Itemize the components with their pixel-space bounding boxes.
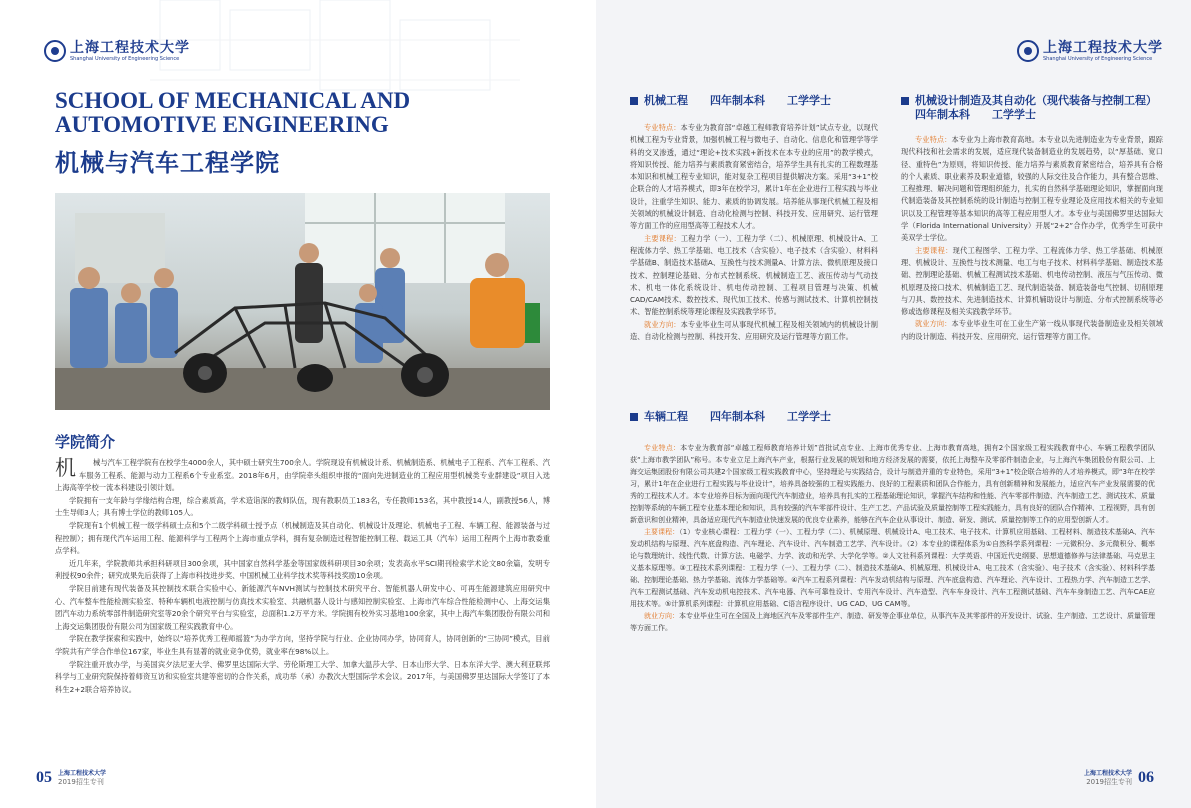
school-title-en bbox=[55, 89, 410, 137]
university-emblem-icon bbox=[44, 40, 66, 62]
program-title: 机械工程 四年制本科 工学学士 bbox=[630, 94, 878, 108]
program-section: 主要课程：（1）专业核心课程：工程力学（一）、工程力学（二）、机械原理、机械设计A、电工技术、电子技术、计算机应用基础、工程材料、制造技术基础A、汽车发动机结构与原理、汽车底盘构造、汽车理论、汽车设计、汽车制造工艺学、汽车设计。（2）本专业的课程体系为①自然科学系列课程：一元微积分、多元微积分、概率论与数理统计、线性代数、计算方法、电磁学、力学、波动和光学、大学化学等。②人文社科系列课程：大学英语、中国近代史纲要、思想道德修养与法律基础、马克思主义基本原理等。③工程技术系列课程：工程力学（一）、工程力学（二）、制造技术基础A、机械原理、机械设计A、电工技术（含实验）、电子技术（含实验）、材料科学基础、控制理论基础、热力学基础、流体力学基础等。④汽车工程系列课程：汽车发动机结构与原理、汽车底盘构造、汽车理论、汽车设计、工程热力学、汽车制造工艺学、汽车工程测试基础、汽车发动机电控技术、汽车电器、汽车可靠性设计、专用汽车设计、汽车造型、汽车车身设计、汽车工程测试基础、汽车车身制造工艺、汽车CAE应用技术等。⑤计算机系列课程：计算机应用基础、C语言程序设计、UG CAD、UG CAM等。 bbox=[630, 528, 1155, 608]
intro-paragraph: 学院注重开放办学，与美国宾夕法尼亚大学、佛罗里达国际大学、劳伦斯理工大学、加拿大温莎大学、日本山形大学、日本东洋大学、澳大利亚联邦科学与工业研究院保持着师资互访和实验室共建等密切的合作关系，成功举（承）办教次大型国际学术会议。2017年，与美国佛罗里达国际大学签订了本科生2+2联合培养协议。 bbox=[55, 659, 550, 694]
section-label: 主要课程： bbox=[644, 233, 681, 243]
program-section: 专业特点：本专业为教育部“卓越工程师教育培养计划”试点专业，以现代机械工程为专业背景，加强机械工程与微电子、自动化、信息化和管理学等学科的交叉渗透，通过“理论+技术实践+新技术在本专业的应用”的教学模式，将知识传授、能力培养与素质教育紧密结合，培养学生具有扎实的工程数理基本知识和机械工程专业知识，能对复杂工程项目提供解决方案。采用“3+1”校企联合的人才培养模式，即3年在校学习，累计1年在企业进行工程实践与毕业设计，注重学生知识、能力、素质的协调发展。培养能从事现代机械工程及相关领域的机械设计制造、自动化检测与控制、科技开发、应用研究、运行管理等方面工作的应用型高等工程技术人才。 bbox=[630, 123, 878, 231]
section-label: 就业方向： bbox=[915, 319, 952, 329]
section-label: 专业特点： bbox=[915, 135, 952, 144]
left-page bbox=[0, 0, 595, 808]
program-body bbox=[630, 122, 878, 343]
footer-university: 上海工程技术大学 bbox=[58, 770, 107, 777]
program-title: 机械设计制造及其自动化（现代装备与控制工程） 四年制本科 工学学士 bbox=[901, 94, 1163, 122]
program-card bbox=[630, 410, 1155, 634]
university-name-cn: 上海工程技术大学 bbox=[70, 39, 190, 56]
footer-issue: 2019招生专刊 bbox=[58, 778, 104, 786]
program-body bbox=[630, 442, 1155, 634]
program-section: 就业方向：本专业毕业生可从事现代机械工程及相关领域内的机械设计制造、自动化检测与控制、科技开发、应用研究及运行管理等方面工作。 bbox=[630, 319, 878, 342]
intro-paragraph: 学院拥有一支年龄与学缘结构合理，综合素质高，学术造诣深的教师队伍，现有教职员工183名，专任教师153名，其中教授14人，副教授56人，博士生导师3人；具有博士学位的教师105人。 bbox=[55, 495, 550, 518]
program-card bbox=[630, 94, 878, 343]
intro-heading: 学院简介 bbox=[55, 433, 116, 451]
program-title: 车辆工程 四年制本科 工学学士 bbox=[630, 410, 1155, 424]
intro-text bbox=[55, 457, 550, 696]
university-name-en: Shanghai University of Engineering Science bbox=[70, 55, 180, 62]
section-label: 专业特点： bbox=[644, 123, 681, 132]
program-section: 专业特点：本专业为教育部“卓越工程师教育培养计划”首批试点专业、上海市优秀专业、上海市教育高地，拥有2个国家级工程实践教育中心、车辆工程教学团队获“上海市教学团队”称号。本专业立足上海汽车产业，根据行业发展的规划和地方经济发展的需要，依托上海整车及零部件制造企业，与上海汽车集团股份有限公司、上海交运集团股份有限公司共建2个国家级工程实践教育中心，坚持理论与实践结合，设计与制造并重的专业特色，采用“3+1”校企联合培养的人才培养模式，即“3年在校学习，累计1年在企业进行工程实践与毕业设计”，培养具备较强的工程实践能力、良好的工程素质和团队合作能力，具有创新精神和发展能力，适应汽车产业发展需要的优秀的工程技术人才。本专业培养目标为面向现代汽车制造业，培养具有扎实的工程基础理论知识，掌握汽车结构和性能、汽车零部件制造、汽车制造工艺、测试技术、质量控制等系统的车辆工程专业基本理论和知识，具有较强的汽车零部件设计、生产工艺、产品试验及质量控制等工程实践能力，具有良好的团队合作精神、工程视野，具有创新意识和创业精神，具备适应现代汽车制造业快速发展的优良专业素养，能够在汽车企业从事设计、制造、研发、测试、质量控制等工作的应用型创新人才。 bbox=[630, 444, 1155, 524]
footer-issue: 2019招生专刊 bbox=[1086, 778, 1133, 786]
page-number: 06 bbox=[1138, 769, 1155, 786]
footer-left bbox=[36, 770, 106, 786]
program-section: 主要课程：现代工程图学、工程力学、工程流体力学、热工学基础、机械原理、机械设计、互换性与技术测量、电工与电子技术、材料科学基础、制造技术基础、控制理论基础、机械工程测试技术基础、机电传动控制、液压与气压传动、微机原理及接口技术、机械制造工艺、现代制造装备、制造装备电气控制、切削原理与刀具、数控技术、先进制造技术、计算机辅助设计与制造、分布式控制系统等必修或选修课程及相关实践教学环节。 bbox=[901, 245, 1163, 317]
section-label: 专业特点： bbox=[644, 444, 681, 452]
workshop-photo bbox=[55, 193, 550, 410]
footer-university: 上海工程技术大学 bbox=[1084, 770, 1133, 777]
right-page bbox=[596, 0, 1191, 808]
university-logo bbox=[1017, 40, 1163, 62]
intro-paragraph: 学院在教学探索和实践中，始终以“培养优秀工程师摇篮”为办学方向，坚持学院与行业、企业协同办学，协同育人，协同创新的“三协同”模式，目前学院共有产学合作单位167家，毕业生具有显著的就业竞争优势，就业率在98%以上。 bbox=[55, 634, 550, 656]
intro-paragraph: 学院目前建有现代装备及其控制技术联合实验中心、新能源汽车NVH测试与控制技术研究平台、智能机器人研发中心、可再生能源建筑应用研究中心、汽车整车性能检测实验室、特种车辆机电液控制与仿真技术实验室、共融机器人设计与感知控制实验室、上海市汽车综合性能检测中心、上海交运集团汽车动力系统零部件制造研究室等20余个研究平台与实验室，总面积1.2万平方米。学院拥有校外实习基地100余家，其中上海汽车集团股份有限公司和上海交运集团股份有限公司为国家级工程实践教育中心。 bbox=[55, 583, 550, 631]
program-section: 就业方向：本专业毕业生可在全国及上海地区汽车及零部件生产、制造、研发等企事业单位，从事汽车及其零部件的开发设计、试验、生产制造、工艺设计、质量管理等方面工作。 bbox=[630, 612, 1155, 632]
intro-paragraph: 近几年来，学院教师共承担科研项目300余项，其中国家自然科学基金等国家级科研项目30余项；发表高水平SCI期刊检索学术论文80余篇，发明专利授权90余件；研究成果先后获得了上海市科技进步奖、中国机械工业科学技术奖等科技奖励10余项。 bbox=[55, 558, 550, 581]
section-label: 主要课程： bbox=[644, 528, 680, 536]
university-logo bbox=[44, 40, 190, 62]
intro-paragraph: 机 械与汽车工程学院有在校学生4000余人，其中硕士研究生700余人。学院现设有机械设计系、机械制造系、机械电子工程系、汽车工程系、汽车服务工程系、能源与动力工程系6个专业系室。2018年6月，由学院牵头组织申报的“面向先进制造业的工程应用型机械类专业群建设”项目入选上海高等学校一流本科建设引领计划。 bbox=[55, 457, 550, 495]
school-title-cn: 机械与汽车工程学院 bbox=[55, 149, 280, 177]
school-title-en-line1: SCHOOL OF MECHANICAL AND bbox=[55, 88, 411, 113]
university-emblem-icon bbox=[1017, 40, 1039, 62]
program-section: 专业特点：本专业为上海市教育高地。本专业以先进制造业为专业背景，跟踪现代科技和社会需求的发展，适应现代装备制造业的发展趋势，以“厚基础、宽口径、重特色”为原则，将知识传授、能力培养与素质教育紧密结合，培养具有合格的个人素质、职业素养及职业道德，较强的人际交往及合作能力，具有整合思维、工程推理、解决问题和管理组织能力，扎实的自然科学基础理论知识，掌握面向现代制造装备及其控制系统的设计制造与控制工程专业理论及应用技术相关的专业知识以及工程管理等基本知识的高等工程应用型人才。本专业与美国佛罗里达国际大学（Florida International University）开展“2+2”合作办学，优秀学生可获中美双学士学位。 bbox=[901, 135, 1163, 243]
intro-paragraph: 学院现有1个机械工程一级学科硕士点和5个二级学科硕士授予点（机械制造及其自动化、机械设计及理论、机械电子工程、车辆工程、能源装备与过程控制）；拥有现代汽车运用工程、能源科学与工程两个上海市重点学科，拥有复杂制造过程智能控制工程、载运工具（汽车）运用工程两个上海市教委重点学科。 bbox=[55, 520, 550, 556]
university-name-cn: 上海工程技术大学 bbox=[1043, 39, 1163, 56]
university-name-en: Shanghai University of Engineering Science bbox=[1043, 55, 1153, 62]
square-bullet-icon bbox=[630, 413, 638, 421]
square-bullet-icon bbox=[901, 97, 909, 105]
program-card bbox=[901, 94, 1163, 343]
footer-right bbox=[1084, 770, 1154, 786]
section-label: 就业方向： bbox=[644, 319, 681, 329]
program-body bbox=[901, 134, 1163, 343]
square-bullet-icon bbox=[630, 97, 638, 105]
program-section: 主要课程：工程力学（一）、工程力学（二）、机械原理、机械设计A、工程流体力学、热工学基础、电工技术（含实验）、电子技术（含实验）、材料科学基础B、制造技术基础A、互换性与技术测量A、计算方法、微机原理及接口技术、控制理论基础、分布式控制系统、机械制造工艺、液压传动与气动技术、机电一体化系统设计、机电传动控制、工程项目管理与决策、机械CAD/CAM技术、数控技术、现代加工技术、传感与测试技术、计算机控制技术、智能控制系统等理论课程及实践教学环节。 bbox=[630, 233, 878, 317]
section-label: 主要课程： bbox=[915, 245, 953, 255]
section-label: 就业方向： bbox=[644, 612, 679, 620]
school-title-en-line2: AUTOMOTIVE ENGINEERING bbox=[55, 112, 389, 137]
page-number: 05 bbox=[36, 769, 52, 786]
intro-dropcap: 机 bbox=[55, 456, 76, 480]
program-section: 就业方向：本专业毕业生可在工业生产第一线从事现代装备制造业及相关领域内的设计制造、科技开发、应用研究、运行管理等方面工作。 bbox=[901, 319, 1163, 341]
